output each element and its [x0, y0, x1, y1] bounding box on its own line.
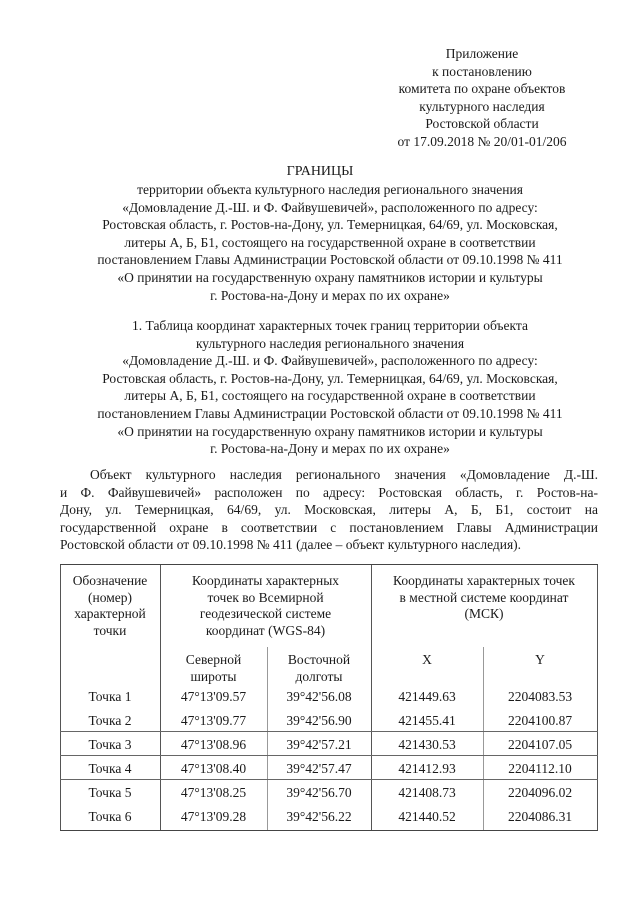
row-separator: [60, 779, 598, 780]
subtitle-line: Ростовская область, г. Ростов-на-Дону, ул. Темерницкая, 64/69, ул. Московская,: [102, 217, 558, 233]
section-line: «О принятии на государственную охрану памятников истории и культуры: [117, 423, 543, 439]
table-cell-lon: 39°42'57.47: [286, 761, 352, 776]
row-separator: [60, 731, 598, 732]
subtitle-line: литеры А, Б, Б1, состоящего на государственной охране в соответствии: [124, 234, 536, 250]
table-border-right: [597, 565, 598, 830]
table-cell-point: Точка 4: [88, 761, 132, 776]
table-cell-lon: 39°42'56.90: [286, 713, 352, 728]
table-cell-lon: 39°42'56.22: [286, 809, 352, 824]
table-cell-lat: 47°13'08.96: [180, 737, 247, 752]
header-text: характерной: [74, 606, 146, 621]
appendix-line: к постановлению: [432, 63, 532, 79]
table-cell-x: 421430.53: [398, 737, 456, 752]
subheader-y: Y: [535, 652, 545, 667]
table-cell-x: 421440.52: [398, 809, 456, 824]
section-line: 1. Таблица координат характерных точек границ территории объекта: [132, 318, 528, 333]
section-line: «Домовладение Д.-Ш. и Ф. Файвушевичей», расположенного по адресу:: [122, 353, 538, 369]
appendix-header: [372, 45, 592, 150]
table-cell-y: 2204096.02: [507, 785, 573, 800]
table-cell-y: 2204107.05: [507, 737, 573, 752]
table-cell-point: Точка 2: [88, 713, 132, 728]
subheader-x: X: [422, 652, 432, 667]
table-cell-point: Точка 1: [88, 689, 132, 704]
table-cell-point: Точка 6: [88, 809, 132, 824]
table-cell-lon: 39°42'57.21: [286, 737, 352, 752]
appendix-line: Приложение: [445, 46, 519, 61]
table-cell-lon: 39°42'56.08: [286, 689, 352, 704]
header-msk: [371, 573, 597, 623]
appendix-line: культурного наследия: [419, 98, 545, 114]
table-cell-lat: 47°13'08.40: [180, 761, 247, 776]
table-cell-y: 2204086.31: [507, 809, 573, 824]
table-cell-lat: 47°13'09.28: [180, 809, 247, 824]
appendix-line: от 17.09.2018 № 20/01-01/206: [397, 133, 567, 149]
table-cell-y: 2204112.10: [508, 761, 572, 776]
header-text: Координаты характерных: [191, 573, 340, 588]
section-line: литеры А, Б, Б1, состоящего на государственной охране в соответствии: [124, 388, 536, 404]
subheader-text: Северной: [185, 652, 242, 667]
subtitle-line: постановлением Главы Администрации Ростовской области от 09.10.1998 № 411: [97, 252, 563, 268]
subheader-text: долготы: [295, 668, 343, 684]
header-text: координат (WGS-84): [205, 622, 326, 638]
table-cell-lon: 39°42'56.70: [286, 785, 352, 800]
document-title: ГРАНИЦЫ: [286, 164, 354, 179]
coordinates-table: [60, 564, 598, 831]
section-line: постановлением Главы Администрации Ростовской области от 09.10.1998 № 411: [97, 405, 563, 421]
header-text: Координаты характерных точек: [393, 573, 575, 588]
header-text: Обозначение: [72, 573, 148, 588]
header-text: точки: [93, 622, 127, 638]
paragraph-line: и Ф. Файвушевичей» расположен по адресу: Ростовская область, г. Ростов-на-: [60, 484, 598, 500]
table-cell-x: 421412.93: [398, 761, 456, 776]
subheader-latitude: [160, 652, 267, 685]
subtitle-line: «О принятии на государственную охрану памятников истории и культуры: [117, 269, 543, 285]
subtitle-line: территории объекта культурного наследия регионального значения: [137, 182, 523, 197]
table-cell-x: 421455.41: [398, 713, 456, 728]
paragraph-line: Объект культурного наследия регионального значения «Домовладение Д.-Ш.: [90, 467, 598, 482]
body-paragraph: [60, 466, 598, 554]
subtitle-line: г. Ростова-на-Дону и мерах по их охране»: [210, 287, 450, 303]
section-line: г. Ростова-на-Дону и мерах по их охране»: [210, 441, 450, 457]
section-line: культурного наследия регионального значения: [195, 335, 465, 351]
table-cell-lat: 47°13'09.57: [180, 689, 247, 704]
header-text: точек во Всемирной: [207, 589, 324, 605]
header-wgs84: [160, 573, 371, 639]
table-cell-point: Точка 5: [88, 785, 132, 800]
subtitle-line: «Домовладение Д.-Ш. и Ф. Файвушевичей», расположенного по адресу:: [122, 199, 538, 215]
table-cell-y: 2204083.53: [507, 689, 573, 704]
subheader-longitude: [267, 652, 371, 685]
table-cell-lat: 47°13'09.77: [180, 713, 247, 728]
header-text: (МСК): [464, 606, 504, 621]
paragraph-line: Ростовской области от 09.10.1998 № 411 (далее – объект культурного наследия).: [60, 537, 522, 553]
header-text: (номер): [88, 589, 132, 605]
appendix-line: комитета по охране объектов: [398, 81, 566, 96]
table-cell-point: Точка 3: [88, 737, 132, 752]
section-heading: [60, 317, 600, 458]
subheader-text: широты: [190, 668, 237, 684]
appendix-line: Ростовской области: [425, 116, 539, 131]
table-cell-y: 2204100.87: [507, 713, 573, 728]
table-cell-lat: 47°13'08.25: [180, 785, 247, 800]
row-separator: [60, 755, 598, 756]
table-cell-x: 421449.63: [398, 689, 456, 704]
paragraph-line: Дону, ул. Темерницкая, 64/69, ул. Московская, литеры А, Б, Б1, состоит на: [60, 502, 598, 518]
header-point-designation: [60, 573, 160, 639]
header-text: геодезической системе: [199, 606, 332, 621]
paragraph-line: государственной охране в соответствии с постановлением Главы Администрации: [60, 519, 598, 535]
subheader-text: Восточной: [287, 652, 351, 667]
table-cell-x: 421408.73: [398, 785, 456, 800]
header-text: в местной системе координат: [399, 589, 569, 605]
section-line: Ростовская область, г. Ростов-на-Дону, ул. Темерницкая, 64/69, ул. Московская,: [102, 370, 558, 386]
document-subtitle: [60, 181, 600, 304]
